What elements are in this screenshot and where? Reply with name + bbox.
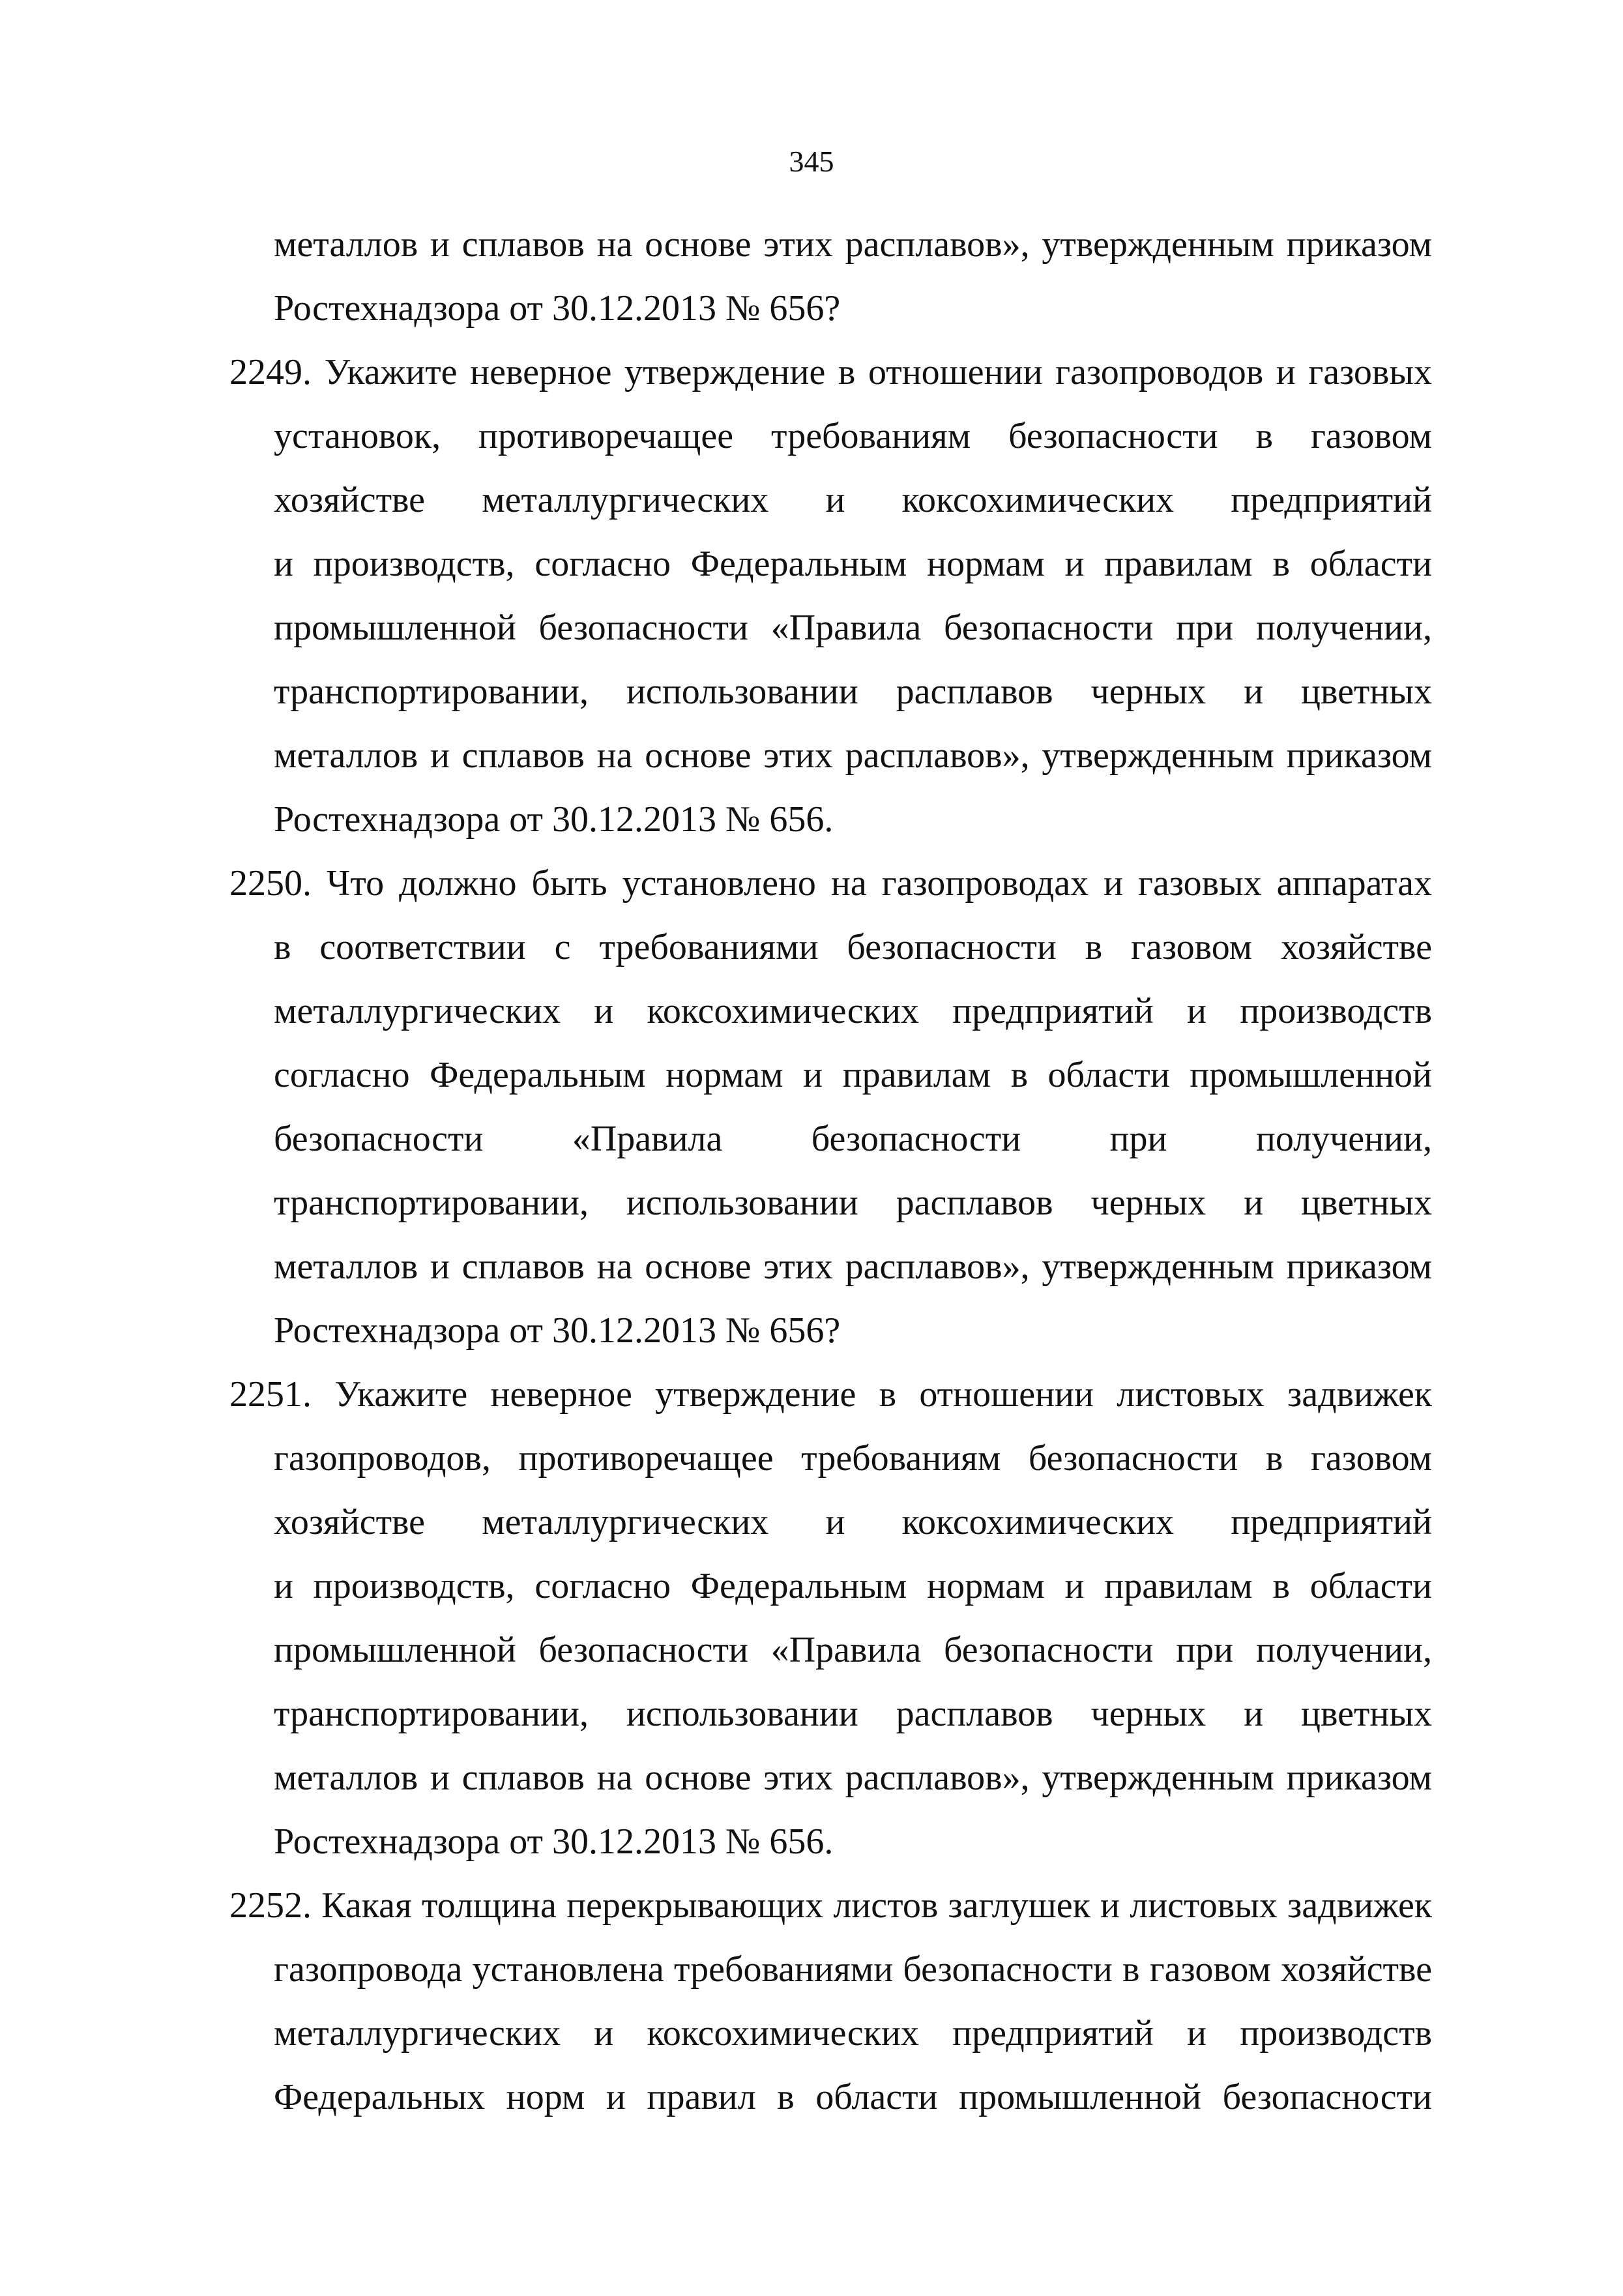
text-line: хозяйстве металлургических и коксохимических предприятий [274, 1502, 1432, 1542]
text-line: транспортировании, использовании расплавов черных и цветных [274, 1694, 1432, 1734]
question-first-line [229, 340, 1432, 404]
text-line: металлов и сплавов на основе этих расплавов», утвержденным приказом [274, 735, 1432, 776]
text-line: металлов и сплавов на основе этих расплавов», утвержденным приказом [274, 1246, 1432, 1287]
question-text: Укажите неверное утверждение в отношении листовых задвижек [334, 1374, 1433, 1415]
question-text: Что должно быть установлено на газопроводах и газовых аппаратах [327, 863, 1433, 904]
text-line: согласно Федеральным нормам и правилам в области промышленной [274, 1055, 1432, 1095]
text-line: транспортировании, использовании расплавов черных и цветных [274, 671, 1432, 712]
question-text: Укажите неверное утверждение в отношении газопроводов и газовых [324, 352, 1432, 392]
question-item [229, 1362, 1432, 1874]
question-item [229, 851, 1432, 1362]
text-line: промышленной безопасности «Правила безопасности при получении, [274, 608, 1432, 648]
text-line: Федеральных норм и правил в области промышленной безопасности [274, 2077, 1432, 2117]
text-line: промышленной безопасности «Правила безопасности при получении, [274, 1630, 1432, 1670]
question-number: 2251. [229, 1374, 312, 1415]
text-line: газопровода установлена требованиями безопасности в газовом хозяйстве [274, 1949, 1432, 1990]
text-line: металлургических и коксохимических предприятий и производств [274, 2013, 1432, 2053]
text-line: Ростехнадзора от 30.12.2013 № 656. [274, 1821, 834, 1862]
text-line: транспортировании, использовании расплавов черных и цветных [274, 1183, 1432, 1223]
text-line: Ростехнадзора от 30.12.2013 № 656. [274, 799, 834, 840]
text-line: и производств, согласно Федеральным нормам и правилам в области [274, 1566, 1432, 1606]
question-number: 2250. [229, 863, 312, 904]
text-line: газопроводов, противоречащее требованиям безопасности в газовом [274, 1438, 1432, 1479]
text-line: металлургических и коксохимических предприятий и производств [274, 991, 1432, 1031]
previous-question-continuation [229, 213, 1432, 340]
text-line: установок, противоречащее требованиям безопасности в газовом [274, 416, 1432, 456]
text-line: в соответствии с требованиями безопасности в газовом хозяйстве [274, 927, 1432, 967]
text-line: и производств, согласно Федеральным нормам и правилам в области [274, 544, 1432, 584]
text-line: металлов и сплавов на основе этих расплавов», утвержденным приказом [274, 1758, 1432, 1798]
text-line: металлов и сплавов на основе этих расплавов», утвержденным приказом [274, 224, 1432, 265]
question-item [229, 340, 1432, 851]
page-number: 345 [789, 145, 834, 178]
text-line: хозяйстве металлургических и коксохимических предприятий [274, 480, 1432, 520]
question-first-line [229, 1874, 1432, 1937]
text-line: Ростехнадзора от 30.12.2013 № 656? [274, 288, 841, 329]
questions-text [229, 213, 1432, 2129]
question-number: 2252. [229, 1885, 312, 1926]
text-line: Ростехнадзора от 30.12.2013 № 656? [274, 1310, 841, 1351]
question-item [229, 1874, 1432, 2129]
text-line: безопасности «Правила безопасности при получении, [274, 1119, 1432, 1159]
question-number: 2249. [229, 352, 312, 392]
question-first-line [229, 851, 1432, 915]
question-text: Какая толщина перекрывающих листов заглушек и листовых задвижек [321, 1885, 1432, 1926]
question-first-line [229, 1362, 1432, 1426]
